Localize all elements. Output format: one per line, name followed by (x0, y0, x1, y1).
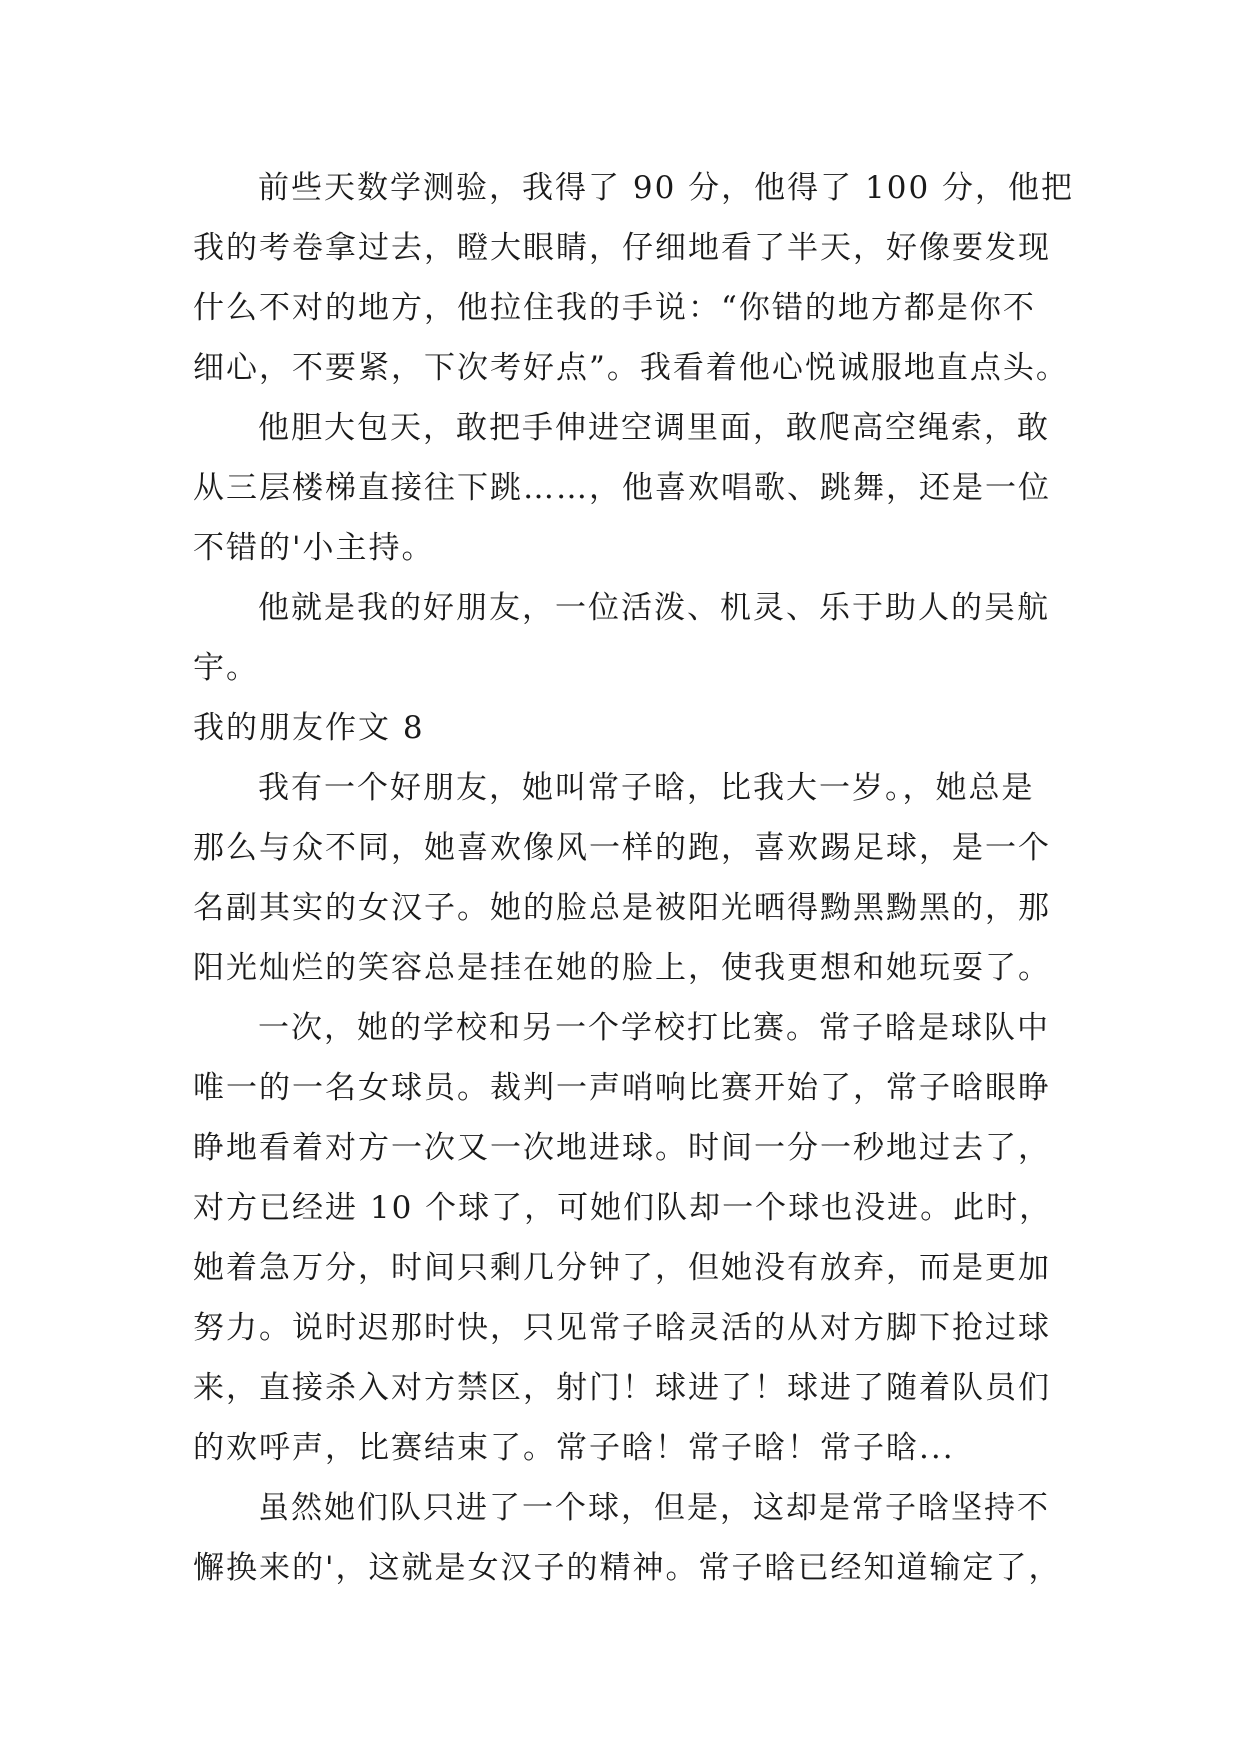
text-line: 懈换来的'，这就是女汉子的精神。常子晗已经知道输定了， (193, 1550, 1062, 1586)
text-line: 名副其实的女汉子。她的脸总是被阳光晒得黝黑黝黑的，那 (193, 890, 1051, 926)
text-line: 的欢呼声，比赛结束了。常子晗！常子晗！常子晗... (193, 1430, 955, 1466)
text-line: 我的考卷拿过去，瞪大眼睛，仔细地看了半天，好像要发现 (193, 230, 1051, 266)
text-line: 她着急万分，时间只剩几分钟了，但她没有放弃，而是更加 (193, 1250, 1051, 1286)
text-line: 来，直接杀入对方禁区，射门！球进了！球进了随着队员们 (193, 1370, 1051, 1406)
text-line: 前些天数学测验，我得了 90 分，他得了 100 分，他把 (258, 170, 1075, 206)
section-heading: 我的朋友作文 8 (193, 710, 425, 746)
text-line: 阳光灿烂的笑容总是挂在她的脸上，使我更想和她玩耍了。 (193, 950, 1051, 986)
text-line: 一次，她的学校和另一个学校打比赛。常子晗是球队中 (258, 1010, 1050, 1046)
text-line: 睁地看着对方一次又一次地进球。时间一分一秒地过去了， (193, 1130, 1051, 1166)
text-line: 虽然她们队只进了一个球，但是，这却是常子晗坚持不 (258, 1490, 1050, 1526)
text-line: 我有一个好朋友，她叫常子晗，比我大一岁。，她总是 (258, 770, 1035, 806)
text-line: 努力。说时迟那时快，只见常子晗灵活的从对方脚下抢过球 (193, 1310, 1051, 1346)
text-line: 从三层楼梯直接往下跳……，他喜欢唱歌、跳舞，还是一位 (193, 470, 1051, 506)
text-line: 宇。 (193, 650, 259, 686)
text-line: 细心，不要紧，下次考好点”。我看着他心悦诚服地直点头。 (193, 350, 1069, 386)
text-line: 那么与众不同，她喜欢像风一样的跑，喜欢踢足球，是一个 (193, 830, 1051, 866)
text-line: 他胆大包天，敢把手伸进空调里面，敢爬高空绳索，敢 (258, 410, 1050, 446)
text-line: 不错的'小主持。 (193, 530, 435, 566)
text-line: 他就是我的好朋友，一位活泼、机灵、乐于助人的吴航 (258, 590, 1050, 626)
text-line: 唯一的一名女球员。裁判一声哨响比赛开始了，常子晗眼睁 (193, 1070, 1051, 1106)
document-body (193, 158, 1073, 1598)
text-line: 什么不对的地方，他拉住我的手说：“你错的地方都是你不 (193, 290, 1036, 326)
text-line: 对方已经进 10 个球了，可她们队却一个球也没进。此时， (193, 1190, 1053, 1226)
